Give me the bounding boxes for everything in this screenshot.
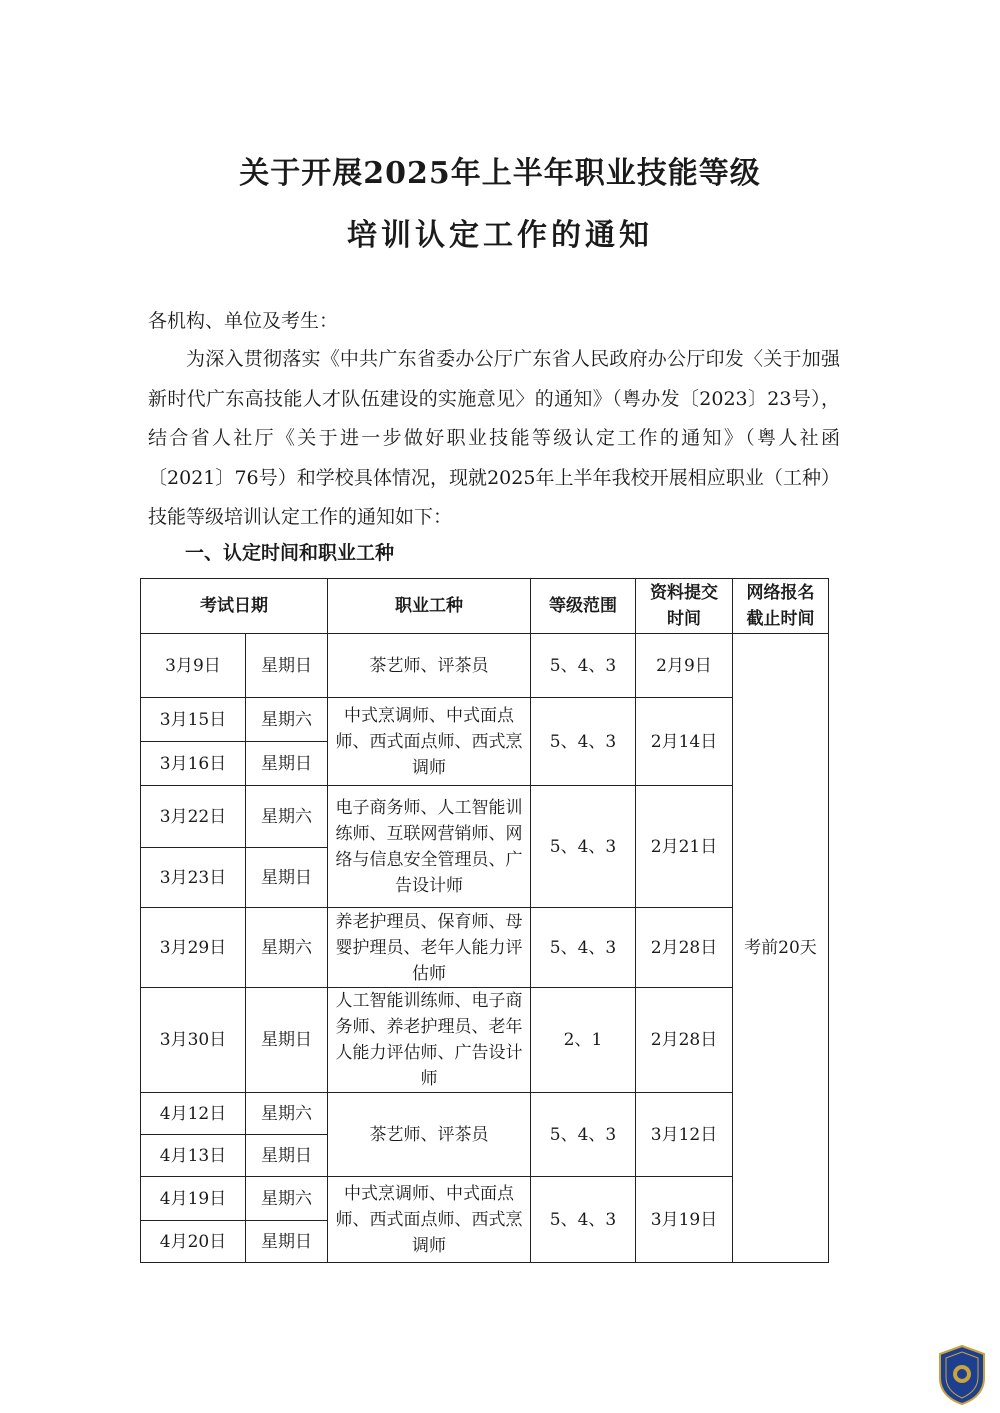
cell-job: 养老护理员、保育师、母婴护理员、老年人能力评估师	[328, 908, 531, 988]
schedule-table	[140, 578, 829, 1263]
cell-job: 中式烹调师、中式面点师、西式面点师、西式烹调师	[328, 1177, 531, 1263]
cell-level: 5、4、3	[531, 698, 636, 786]
cell-weekday: 星期六	[246, 698, 328, 742]
header-submit-time: 资料提交时间	[636, 579, 733, 634]
cell-weekday: 星期日	[246, 742, 328, 786]
cell-submit-time: 2月21日	[636, 786, 733, 908]
table-row	[141, 634, 829, 698]
cell-submit-time: 3月19日	[636, 1177, 733, 1263]
table-header-row	[141, 579, 829, 634]
cell-job: 茶艺师、评茶员	[328, 1093, 531, 1177]
table-row	[141, 698, 829, 742]
header-reg-deadline: 网络报名截止时间	[733, 579, 829, 634]
cell-job: 茶艺师、评茶员	[328, 634, 531, 698]
doc-title-line2: 培训认定工作的通知	[347, 218, 653, 253]
cell-date: 3月9日	[141, 634, 246, 698]
cell-date: 3月15日	[141, 698, 246, 742]
cell-weekday: 星期六	[246, 1177, 328, 1221]
cell-date: 4月12日	[141, 1093, 246, 1135]
cell-date: 4月20日	[141, 1221, 246, 1263]
cell-date: 3月30日	[141, 988, 246, 1093]
table-row	[141, 1177, 829, 1221]
cell-submit-time: 2月14日	[636, 698, 733, 786]
school-emblem-icon	[936, 1344, 988, 1406]
doc-title-line1: 关于开展2025年上半年职业技能等级	[239, 156, 761, 191]
cell-level: 5、4、3	[531, 1177, 636, 1263]
cell-submit-time: 2月28日	[636, 908, 733, 988]
table-row	[141, 988, 829, 1093]
cell-weekday: 星期日	[246, 1221, 328, 1263]
cell-level: 2、1	[531, 988, 636, 1093]
cell-level: 5、4、3	[531, 908, 636, 988]
cell-weekday: 星期日	[246, 848, 328, 908]
cell-weekday: 星期日	[246, 1135, 328, 1177]
cell-date: 4月13日	[141, 1135, 246, 1177]
cell-level: 5、4、3	[531, 634, 636, 698]
header-level: 等级范围	[531, 579, 636, 634]
table-row	[141, 1093, 829, 1135]
table-row	[141, 786, 829, 848]
cell-job: 中式烹调师、中式面点师、西式面点师、西式烹调师	[328, 698, 531, 786]
body-paragraph: 为深入贯彻落实《中共广东省委办公厅广东省人民政府办公厅印发〈关于加强新时代广东高技能人才队伍建设的实施意见〉的通知》（粤办发〔2023〕23号），结合省人社厅《关于进一步做好职业技能等级认定工作的通知》（粤人社函〔2021〕76号）和学校具体情况，现就2025年上半年我校开展相应职业（工种）技能等级培训认定工作的通知如下：	[148, 348, 840, 528]
cell-level: 5、4、3	[531, 786, 636, 908]
table-row	[141, 908, 829, 988]
cell-weekday: 星期六	[246, 786, 328, 848]
cell-weekday: 星期六	[246, 1093, 328, 1135]
cell-date: 3月23日	[141, 848, 246, 908]
cell-date: 3月29日	[141, 908, 246, 988]
section-heading-1: 一、认定时间和职业工种	[185, 542, 395, 564]
cell-date: 4月19日	[141, 1177, 246, 1221]
cell-weekday: 星期六	[246, 908, 328, 988]
cell-level: 5、4、3	[531, 1093, 636, 1177]
cell-submit-time: 2月28日	[636, 988, 733, 1093]
cell-job: 人工智能训练师、电子商务师、养老护理员、老年人能力评估师、广告设计师	[328, 988, 531, 1093]
header-exam-date: 考试日期	[141, 579, 328, 634]
cell-submit-time: 3月12日	[636, 1093, 733, 1177]
cell-submit-time: 2月9日	[636, 634, 733, 698]
cell-reg-deadline: 考前20天	[733, 634, 829, 1263]
cell-date: 3月16日	[141, 742, 246, 786]
cell-date: 3月22日	[141, 786, 246, 848]
salutation: 各机构、单位及考生：	[148, 310, 339, 332]
cell-weekday: 星期日	[246, 634, 328, 698]
header-job: 职业工种	[328, 579, 531, 634]
cell-job: 电子商务师、人工智能训练师、互联网营销师、网络与信息安全管理员、广告设计师	[328, 786, 531, 908]
cell-weekday: 星期日	[246, 988, 328, 1093]
table-body	[141, 634, 829, 1263]
